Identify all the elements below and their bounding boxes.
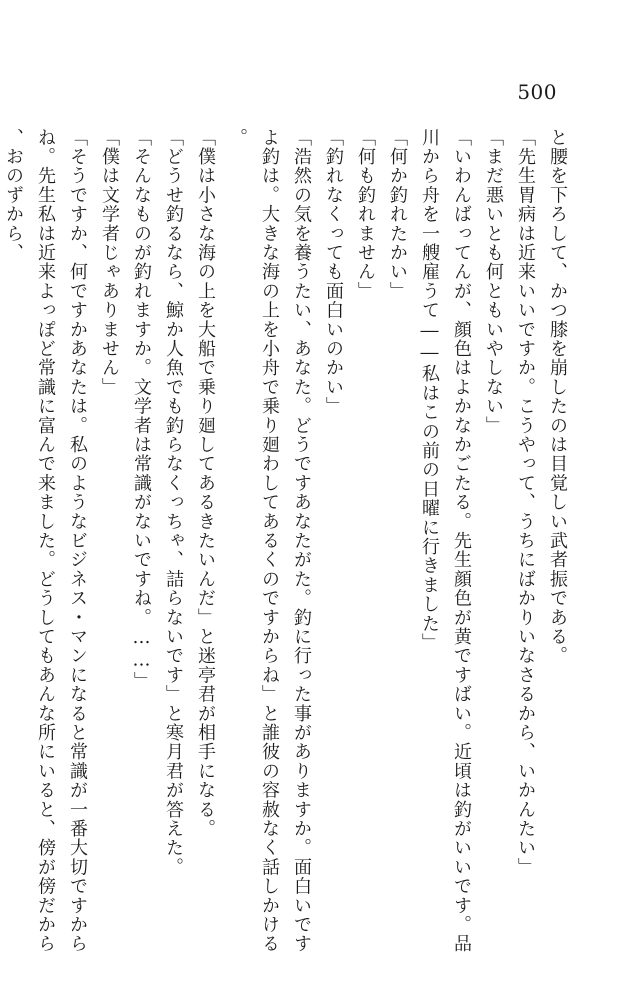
text-line: 「何か釣れたかい」 xyxy=(387,128,408,301)
text-line: 「僕は小さな海の上を大船で乗り廻してあるきたいんだ」と迷亭君が相手になる。 xyxy=(195,128,216,839)
text-line: 「そうですか、何ですかあなたは。私のようなビジネス・マンになると常識が一番大切ですからね。先生私は近来よっぽど常識に富んで来ました。どうしてもあんな所にいると、傍が傍だから、おのずから、 xyxy=(3,128,88,954)
text-line: 「何も釣れません」 xyxy=(355,128,376,301)
text-line: と腰を下ろして、かつ膝を崩したのは目覚しい武者振である。 xyxy=(547,128,568,666)
text-line: 「僕は文学者じゃありません」 xyxy=(99,128,120,397)
text-line: 「どうせ釣るなら、鯨か人魚でも釣らなくっちゃ、詰らないです」と寒月君が答えた。 xyxy=(163,128,184,877)
body-text xyxy=(3,128,573,968)
text-line: 「釣れなくっても面白いのかい」 xyxy=(323,128,344,416)
page-number: 500 xyxy=(517,80,557,104)
text-line: 「先生胃病は近来いいですか。こうやって、うちにばかりいなさるから、いかんたい」 xyxy=(515,128,536,877)
text-line: 「まだ悪いとも何ともいやしない」 xyxy=(483,128,504,436)
text-line: 「浩然の気を養うたい、あなた。どうですあなたがた。釣に行った事がありますか。面白いですよ釣は。大きな海の上を小舟で乗り廻わしてあるくのですからね」と誰彼の容赦なく話しかける。 xyxy=(227,128,312,954)
text-line: 「そんなものが釣れますか。文学者は常識がないですね。……」 xyxy=(131,128,152,691)
text-line: 「いわんばってんが、顔色はよかなかごたる。先生顔色が黄ですばい。近頃は釣がいいです。品川から舟を一艘雇うて――私はこの前の日曜に行きました」 xyxy=(419,128,472,954)
